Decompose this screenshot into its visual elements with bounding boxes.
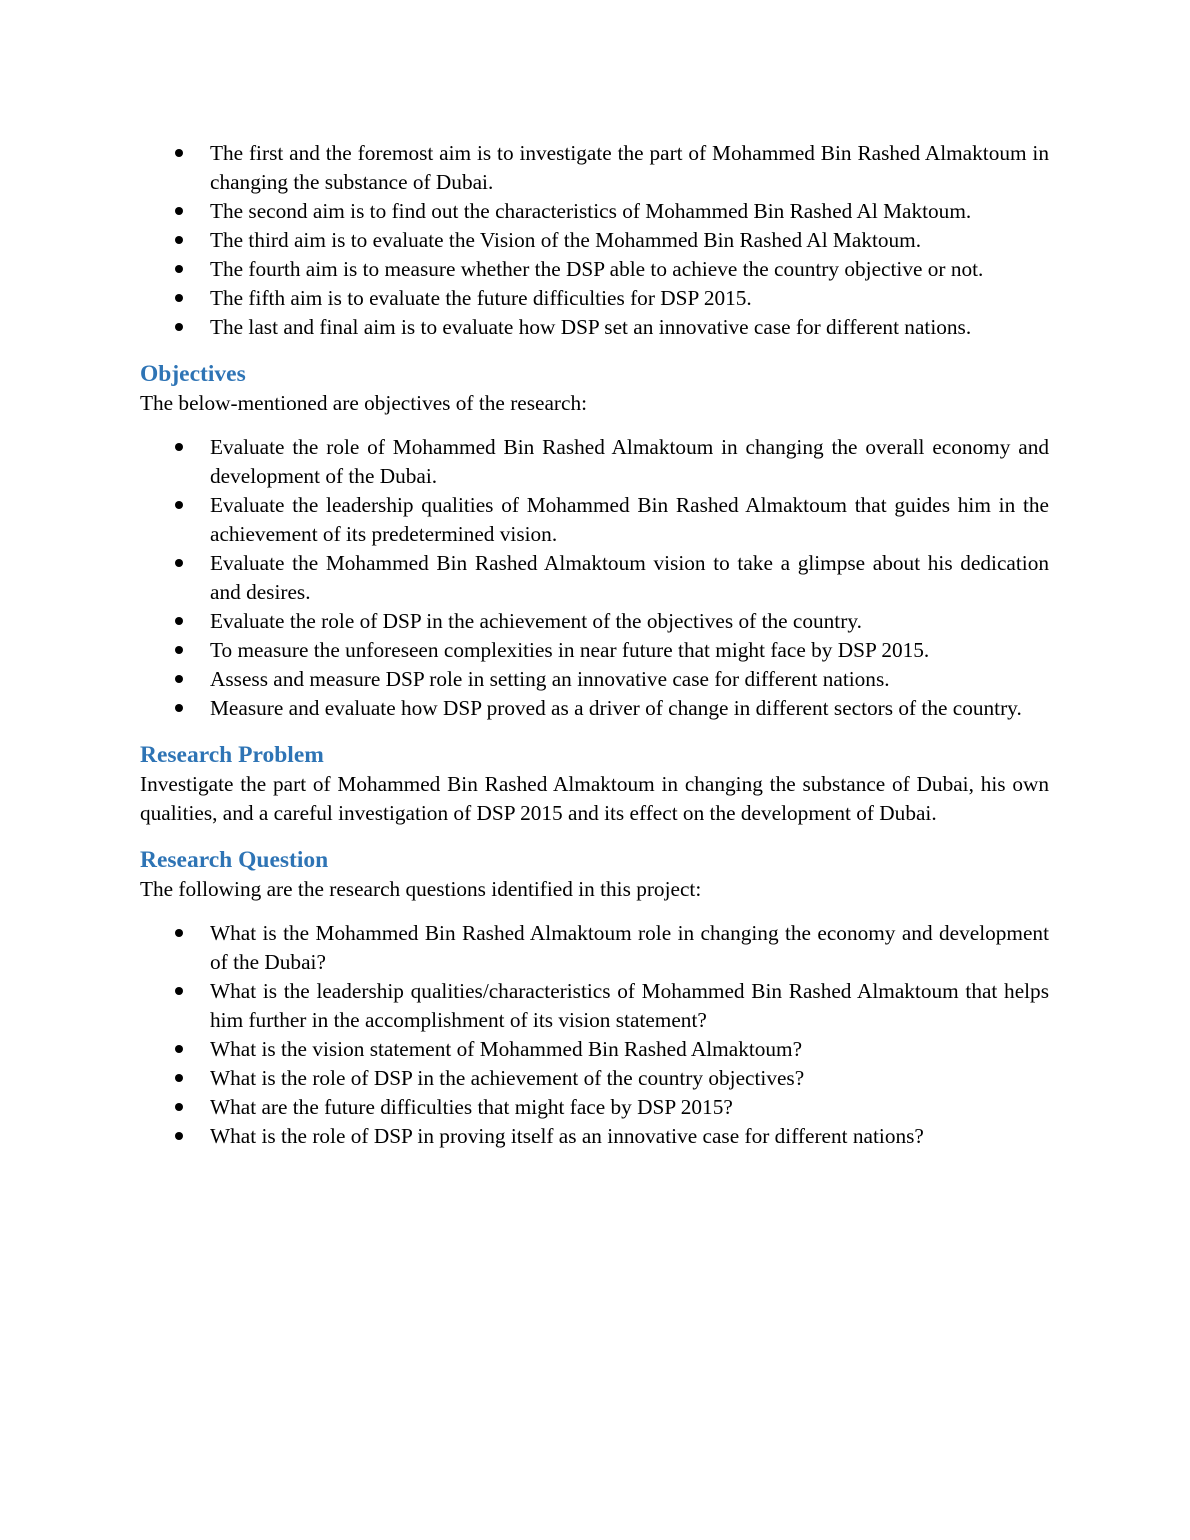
bullet-icon xyxy=(175,1103,183,1111)
bullet-icon xyxy=(175,443,183,451)
list-item-text: Evaluate the Mohammed Bin Rashed Almaktoum vision to take a glimpse about his dedication and desires. xyxy=(210,551,1049,604)
bullet-icon xyxy=(175,617,183,625)
bullet-icon xyxy=(175,323,183,331)
list-item xyxy=(140,433,1049,491)
objectives-list xyxy=(140,433,1049,723)
bullet-icon xyxy=(175,559,183,567)
list-item-text: Evaluate the leadership qualities of Mohammed Bin Rashed Almaktoum that guides him in the achievement of its predetermined vision. xyxy=(210,493,1049,546)
list-item xyxy=(140,197,1049,226)
research-problem-text: Investigate the part of Mohammed Bin Rashed Almaktoum in changing the substance of Dubai, his own qualities, and a careful investigation of DSP 2015 and its effect on the development of Dubai. xyxy=(140,772,1049,825)
document-page xyxy=(140,139,1049,1151)
list-item-text: What is the vision statement of Mohammed Bin Rashed Almaktoum? xyxy=(210,1037,803,1061)
bullet-icon xyxy=(175,294,183,302)
bullet-icon xyxy=(175,236,183,244)
list-item xyxy=(140,919,1049,977)
list-item-text: What are the future difficulties that might face by DSP 2015? xyxy=(210,1095,733,1119)
bullet-icon xyxy=(175,207,183,215)
bullet-icon xyxy=(175,265,183,273)
list-item-text: Evaluate the role of Mohammed Bin Rashed Almaktoum in changing the overall economy and development of the Dubai. xyxy=(210,435,1049,488)
list-item xyxy=(140,607,1049,636)
list-item-text: What is the role of DSP in the achievement of the country objectives? xyxy=(210,1066,805,1090)
list-item xyxy=(140,139,1049,197)
list-item xyxy=(140,665,1049,694)
list-item xyxy=(140,226,1049,255)
list-item-text: What is the Mohammed Bin Rashed Almaktoum role in changing the economy and development of the Dubai? xyxy=(210,921,1049,974)
list-item-text: The fourth aim is to measure whether the DSP able to achieve the country objective or not. xyxy=(210,257,984,281)
list-item-text: Assess and measure DSP role in setting an innovative case for different nations. xyxy=(210,667,890,691)
bullet-icon xyxy=(175,149,183,157)
list-item-text: The first and the foremost aim is to investigate the part of Mohammed Bin Rashed Almaktoum in changing the substance of Dubai. xyxy=(210,141,1049,194)
objectives-heading: Objectives xyxy=(140,361,246,387)
list-item-text: The last and final aim is to evaluate how DSP set an innovative case for different nations. xyxy=(210,315,972,339)
list-item-text: What is the leadership qualities/characteristics of Mohammed Bin Rashed Almaktoum that helps him further in the accomplishment of its vision statement? xyxy=(210,979,1049,1032)
list-item-text: What is the role of DSP in proving itself as an innovative case for different nations? xyxy=(210,1124,924,1148)
bullet-icon xyxy=(175,704,183,712)
list-item xyxy=(140,1093,1049,1122)
bullet-icon xyxy=(175,987,183,995)
list-item-text: The fifth aim is to evaluate the future difficulties for DSP 2015. xyxy=(210,286,752,310)
list-item xyxy=(140,313,1049,342)
list-item xyxy=(140,284,1049,313)
list-item-text: The third aim is to evaluate the Vision of the Mohammed Bin Rashed Al Maktoum. xyxy=(210,228,922,252)
list-item xyxy=(140,1035,1049,1064)
list-item xyxy=(140,255,1049,284)
bullet-icon xyxy=(175,646,183,654)
bullet-icon xyxy=(175,1132,183,1140)
research-question-list xyxy=(140,919,1049,1151)
list-item xyxy=(140,491,1049,549)
list-item-text: To measure the unforeseen complexities in near future that might face by DSP 2015. xyxy=(210,638,930,662)
list-item-text: Measure and evaluate how DSP proved as a driver of change in different sectors of the country. xyxy=(210,696,1022,720)
list-item xyxy=(140,694,1049,723)
list-item xyxy=(140,549,1049,607)
objectives-intro: The below-mentioned are objectives of the research: xyxy=(140,391,588,415)
bullet-icon xyxy=(175,675,183,683)
bullet-icon xyxy=(175,1045,183,1053)
research-problem-heading: Research Problem xyxy=(140,742,324,768)
bullet-icon xyxy=(175,1074,183,1082)
aims-list xyxy=(140,139,1049,342)
bullet-icon xyxy=(175,501,183,509)
list-item xyxy=(140,636,1049,665)
list-item-text: The second aim is to find out the characteristics of Mohammed Bin Rashed Al Maktoum. xyxy=(210,199,972,223)
list-item xyxy=(140,1064,1049,1093)
list-item xyxy=(140,1122,1049,1151)
list-item xyxy=(140,977,1049,1035)
list-item-text: Evaluate the role of DSP in the achievement of the objectives of the country. xyxy=(210,609,862,633)
bullet-icon xyxy=(175,929,183,937)
research-question-heading: Research Question xyxy=(140,847,329,873)
research-question-intro: The following are the research questions identified in this project: xyxy=(140,877,702,901)
